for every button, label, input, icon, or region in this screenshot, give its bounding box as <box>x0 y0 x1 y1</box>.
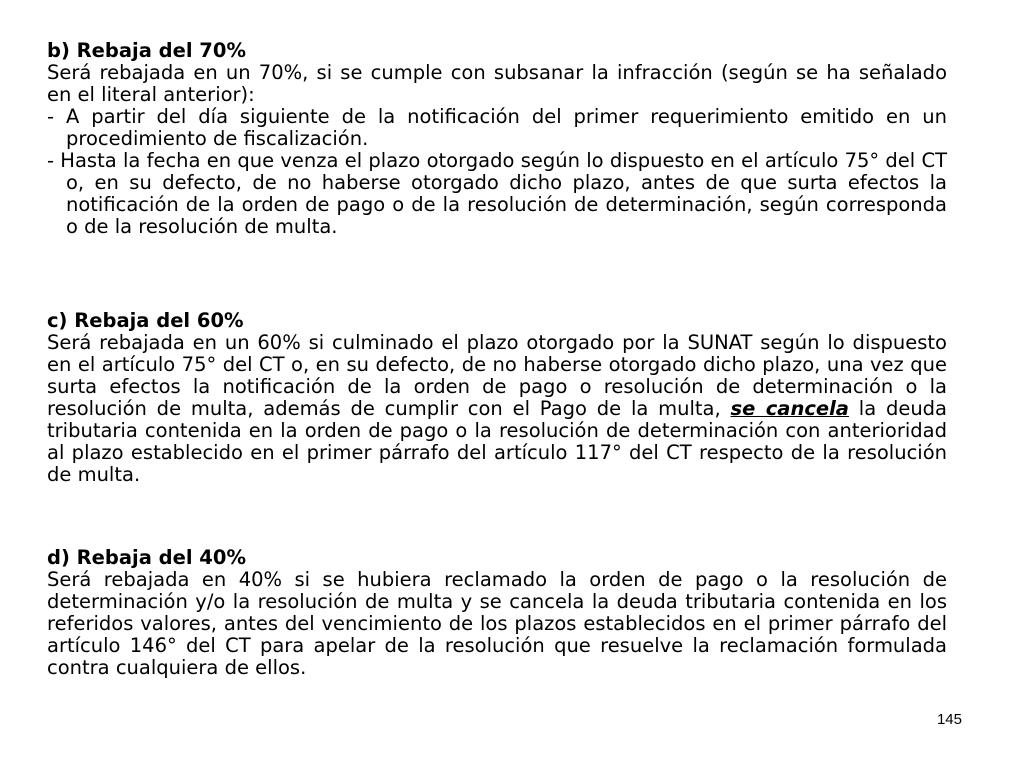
section-b <box>47 40 947 238</box>
section-b-bullet-2: - Hasta la fecha en que venza el plazo otorgado según lo dispuesto en el artículo 75° del CT o, en su defecto, de no haberse otorgado dicho plazo, antes de que surta efectos la notificación de la orden de pago o de la resolución de determinación, según corresponda o de la resolución de multa. <box>47 149 947 238</box>
section-c-heading: c) Rebaja del 60% <box>47 309 244 332</box>
section-d-text: Será rebajada en 40% si se hubiera reclamado la orden de pago o la resolución de determinación y/o la resolución de multa y se cancela la deuda tributaria contenida en los referidos valores, antes del vencimiento de los plazos establecidos en el primer párrafo del artículo 146° del CT para apelar de la resolución que resuelve la reclamación formulada contra cualquiera de ellos. <box>47 568 947 679</box>
section-c <box>47 310 947 486</box>
section-c-text-after: la deuda tributaria contenida en la orden de pago o la resolución de determinación con anterioridad al plazo establecido en el primer párrafo del artículo 117° del CT respecto de la resolución de multa. <box>47 397 948 486</box>
section-b-intro: Será rebajada en un 70%, si se cumple con subsanar la infracción (según se ha señalado en el literal anterior): <box>47 61 947 106</box>
section-d <box>47 547 947 679</box>
section-c-text-before: Será rebajada en un 60% si culminado el plazo otorgado por la SUNAT según lo dispuesto en el artículo 75° del CT o, en su defecto, de no haberse otorgado dicho plazo, una vez que surta efectos la notificación de la orden de pago o resolución de determinación o la resolución de multa, además de cumplir con el Pago de la multa, <box>47 331 947 420</box>
section-c-text <box>47 332 947 486</box>
page-number: 145 <box>936 711 962 728</box>
section-b-heading: b) Rebaja del 70% <box>47 39 246 62</box>
section-d-heading: d) Rebaja del 40% <box>47 546 246 569</box>
section-c-emphasis: se cancela <box>730 397 849 420</box>
section-b-bullet-1: - A partir del día siguiente de la notificación del primer requerimiento emitido en un procedimiento de fiscalización. <box>47 105 947 150</box>
